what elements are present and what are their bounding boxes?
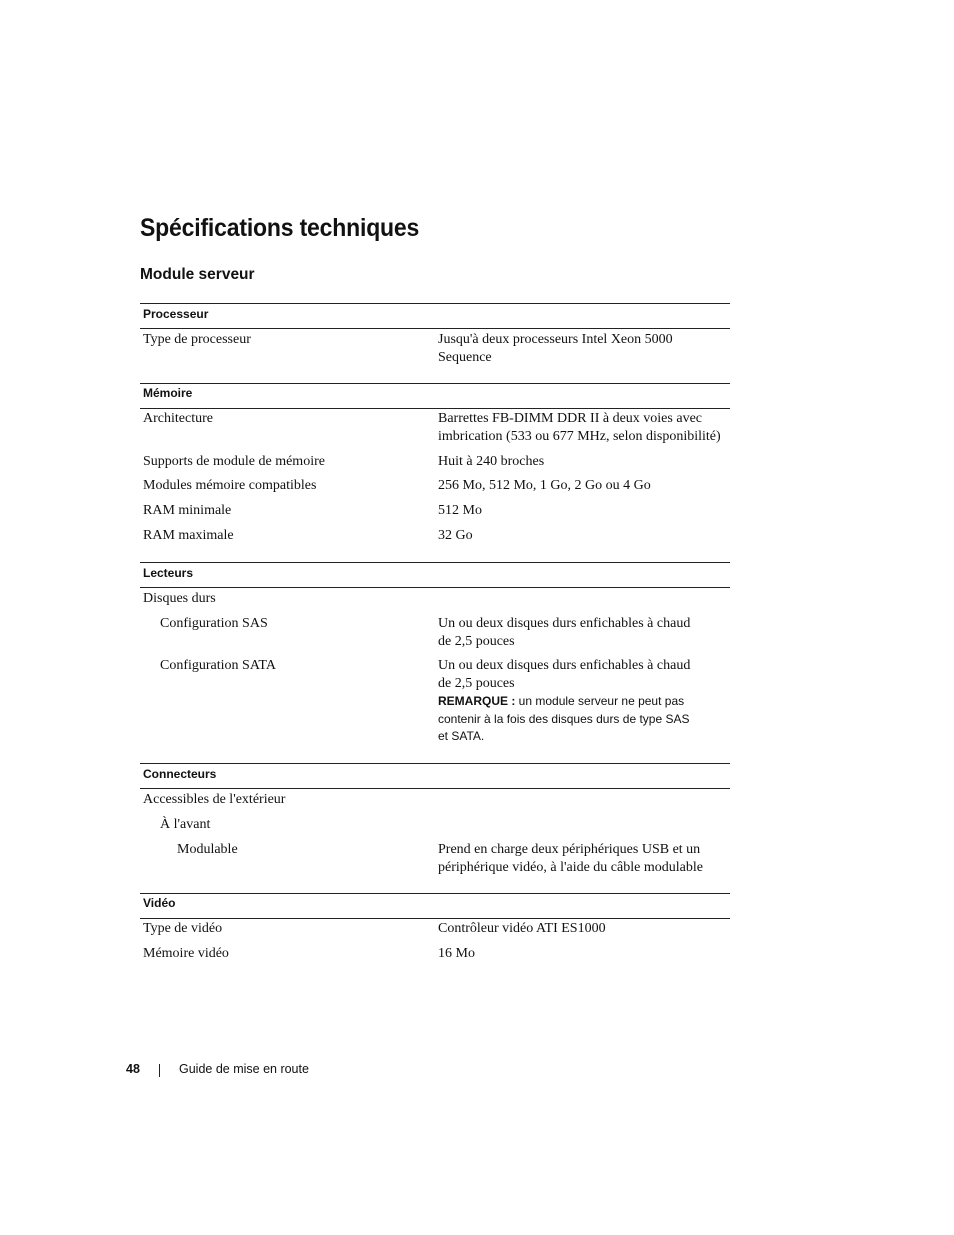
spec-label-video-memory: Mémoire vidéo	[143, 946, 229, 961]
footer-guide-title: Guide de mise en route	[179, 1062, 309, 1076]
footer-separator	[159, 1064, 160, 1077]
section-heading-video: Vidéo	[143, 896, 176, 910]
spec-value-processor-type-line2: Sequence	[438, 349, 492, 365]
section-heading-drives: Lecteurs	[143, 566, 194, 580]
section-heading-connectors: Connecteurs	[143, 767, 217, 781]
table-rule	[140, 893, 730, 894]
spec-subheading-external-access: Accessibles de l'extérieur	[143, 792, 286, 807]
spec-value-sas-config-line2: de 2,5 pouces	[438, 633, 515, 649]
spec-label-memory-sockets: Supports de module de mémoire	[143, 454, 325, 469]
spec-value-sas-config-line1: Un ou deux disques durs enfichables à chaud	[438, 616, 691, 631]
note-label: REMARQUE :	[438, 694, 516, 708]
page-number: 48	[126, 1062, 140, 1076]
spec-value-sata-config-line1: Un ou deux disques durs enfichables à chaud	[438, 658, 691, 673]
note-line-3: et SATA.	[438, 729, 485, 743]
spec-label-compatible-modules: Modules mémoire compatibles	[143, 478, 317, 493]
spec-label-ram-max: RAM maximale	[143, 528, 234, 543]
note-line-2: contenir à la fois des disques durs de type SAS	[438, 711, 690, 726]
note-line-1	[438, 693, 684, 711]
section-heading-memory: Mémoire	[143, 386, 193, 400]
spec-label-ram-min: RAM minimale	[143, 503, 232, 518]
table-rule	[140, 383, 730, 384]
spec-value-processor-type-line1: Jusqu'à deux processeurs Intel Xeon 5000	[438, 332, 673, 347]
table-rule	[140, 328, 730, 329]
spec-value-ram-min: 512 Mo	[438, 503, 482, 518]
spec-value-architecture-line1: Barrettes FB-DIMM DDR II à deux voies avec	[438, 411, 702, 426]
section-heading-processor: Processeur	[143, 307, 209, 321]
table-rule	[140, 587, 730, 588]
table-rule	[140, 303, 730, 304]
spec-value-architecture-line2: imbrication (533 ou 677 MHz, selon disponibilité)	[438, 428, 721, 444]
spec-value-ram-max: 32 Go	[438, 528, 473, 543]
section-title: Module serveur	[140, 266, 255, 283]
spec-value-modular-line1: Prend en charge deux périphériques USB et un	[438, 842, 701, 857]
table-rule	[140, 763, 730, 764]
spec-label-video-type: Type de vidéo	[143, 921, 223, 936]
spec-value-sata-config-line2: de 2,5 pouces	[438, 675, 515, 691]
spec-value-modular-line2: périphérique vidéo, à l'aide du câble modulable	[438, 859, 703, 875]
spec-label-modular: Modulable	[177, 842, 238, 857]
spec-label-processor-type: Type de processeur	[143, 332, 251, 347]
spec-label-sata-config: Configuration SATA	[160, 658, 276, 673]
spec-label-architecture: Architecture	[143, 411, 213, 426]
page-title: Spécifications techniques	[140, 214, 420, 242]
spec-value-video-memory: 16 Mo	[438, 946, 475, 961]
spec-value-video-type: Contrôleur vidéo ATI ES1000	[438, 921, 606, 936]
spec-subheading-front: À l'avant	[160, 817, 211, 832]
spec-subheading-hard-drives: Disques durs	[143, 591, 216, 606]
table-rule	[140, 562, 730, 563]
spec-value-compatible-modules: 256 Mo, 512 Mo, 1 Go, 2 Go ou 4 Go	[438, 478, 651, 493]
table-rule	[140, 918, 730, 919]
spec-label-sas-config: Configuration SAS	[160, 616, 268, 631]
note-text-1: un module serveur ne peut pas	[515, 694, 685, 708]
table-rule	[140, 408, 730, 409]
spec-value-memory-sockets: Huit à 240 broches	[438, 454, 545, 469]
table-rule	[140, 788, 730, 789]
